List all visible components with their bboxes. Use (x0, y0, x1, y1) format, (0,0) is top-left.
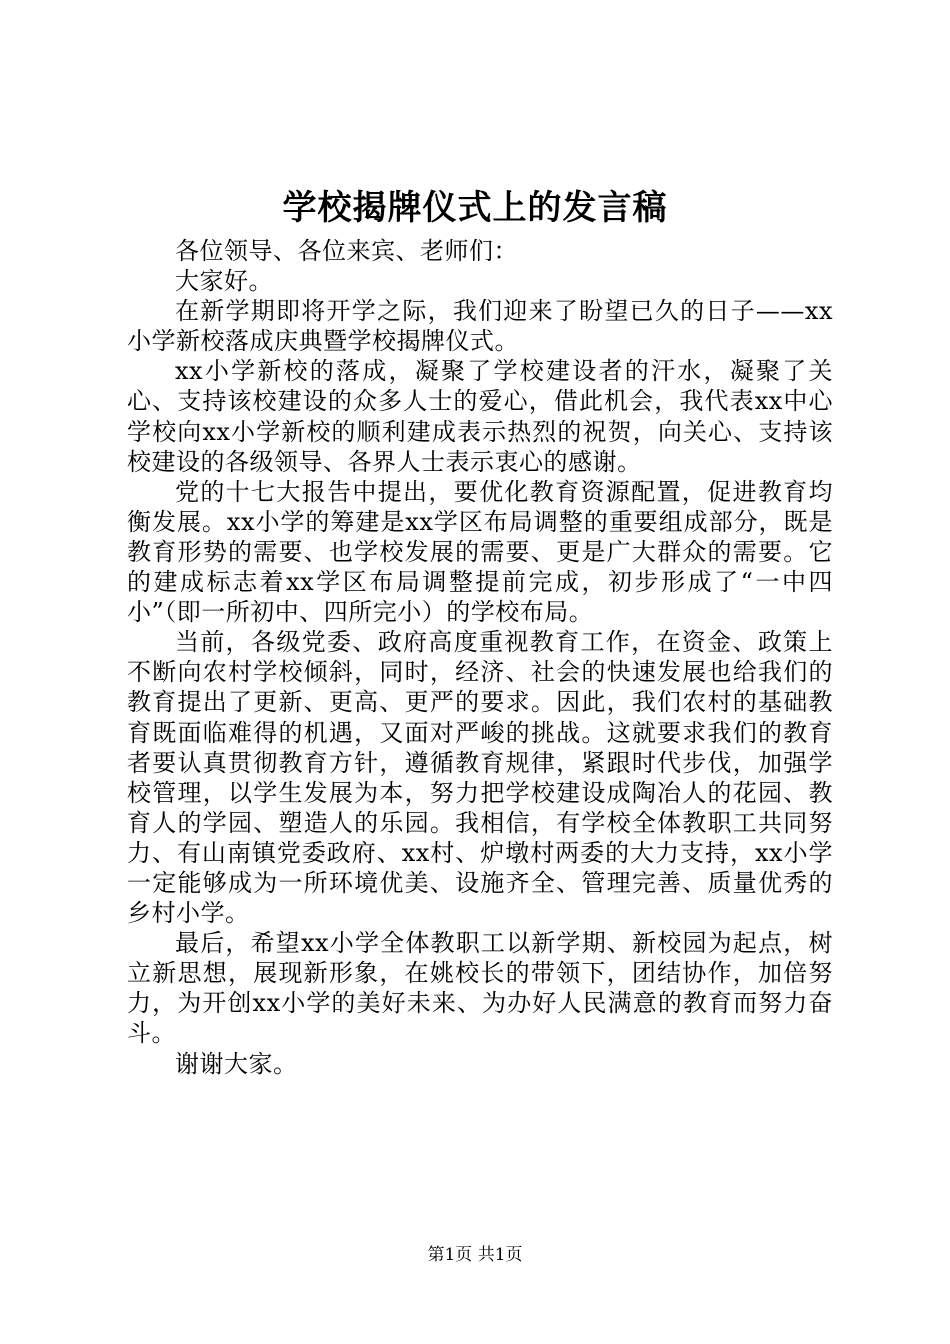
document-title: 学校揭牌仪式上的发言稿 (282, 188, 668, 228)
paragraph-closing: 谢谢大家。 (175, 1049, 298, 1078)
paragraph: 当前，各级党委、政府高度重视教育工作，在资金、政策上不断向农村学校倾斜，同时，经济、社会的快速发展也给我们的教育提出了更新、更高、更严的要求。因此，我们农村的基础教育既面临难得的机遇，又面对严峻的挑战。这就要求我们的教育者要认真贯彻教育方针，遵循教育规律，紧跟时代步伐，加强学校管理，以学生发展为本，努力把学校建设成陶冶人的花园、教育人的学园、塑造人的乐园。我相信，有学校全体教职工共同努力、有山南镇党委政府、xx村、炉墩村两委的大力支持，xx小学一定能够成为一所环境优美、设施齐全、管理完善、质量优秀的乡村小学。 (127, 628, 833, 928)
paragraph: 最后，希望xx小学全体教职工以新学期、新校园为起点，树立新思想，展现新形象，在姚校长的带领下，团结协作，加倍努力，为开创xx小学的美好未来、为办好人民满意的教育而努力奋斗。 (127, 929, 833, 1048)
paragraph-salutation: 各位领导、各位来宾、老师们： (175, 237, 518, 265)
paragraph: 在新学期即将开学之际，我们迎来了盼望已久的日子——xx小学新校落成庆典暨学校揭牌仪式。 (127, 297, 833, 356)
paragraph: xx小学新校的落成，凝聚了学校建设者的汗水，凝聚了关心、支持该校建设的众多人士的爱心，借此机会，我代表xx中心学校向xx小学新校的顺利建成表示热烈的祝贺，向关心、支持该校建设的各级领导、各界人士表示衷心的感谢。 (127, 357, 833, 476)
page-number-footer: 第1页 共1页 (427, 1245, 523, 1265)
paragraph-greeting: 大家好。 (175, 267, 273, 296)
paragraph: 党的十七大报告中提出，要优化教育资源配置，促进教育均衡发展。xx小学的筹建是xx学区布局调整的重要组成部分，既是教育形势的需要、也学校发展的需要、更是广大群众的需要。它的建成标志着xx学区布局调整提前完成，初步形成了“一中四小”（即一所初中、四所完小）的学校布局。 (127, 477, 833, 627)
document-body (127, 236, 833, 1079)
